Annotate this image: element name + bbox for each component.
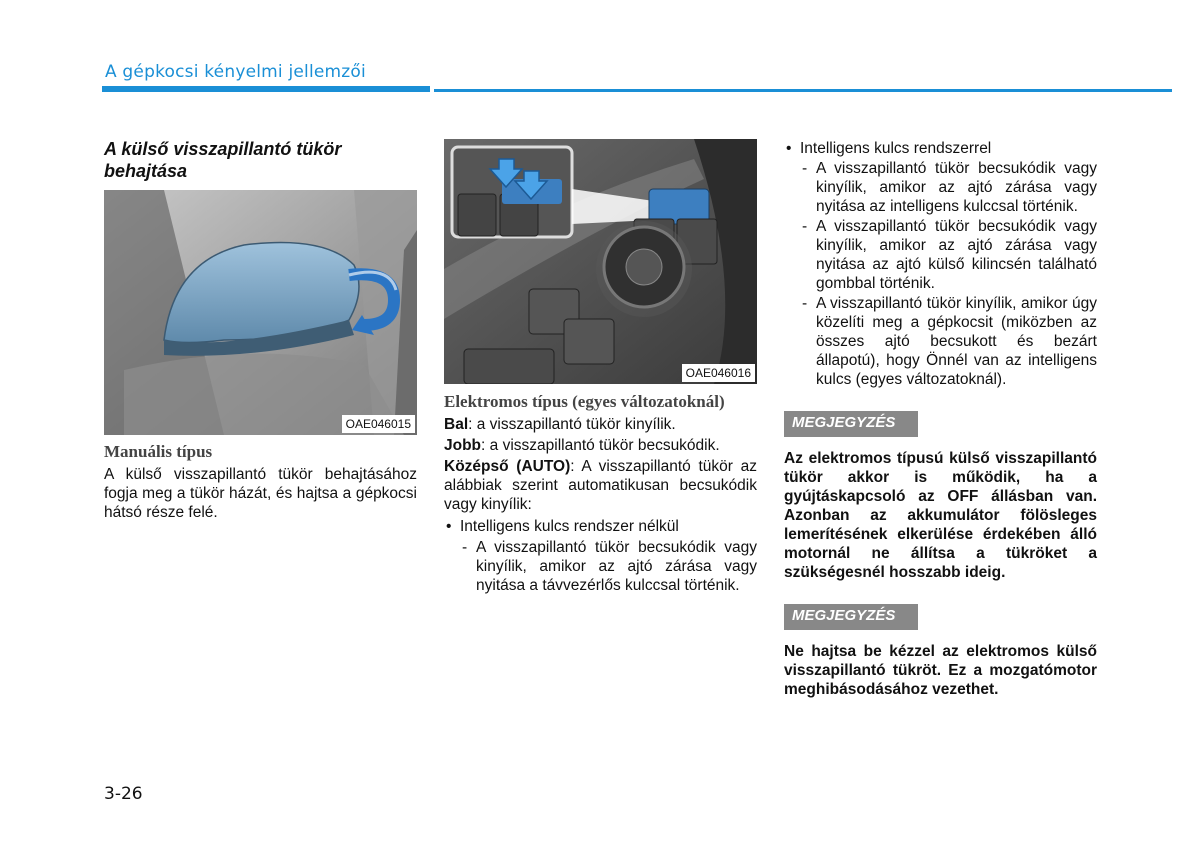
subhead-manual: Manuális típus bbox=[104, 442, 213, 461]
label-kozep: Középső (AUTO) bbox=[444, 458, 571, 475]
switch-illustration bbox=[444, 139, 757, 384]
figure-code: OAE046015 bbox=[342, 415, 415, 433]
subhead-electric: Elektromos típus (egyes változatoknál) bbox=[444, 392, 725, 411]
dash-smartkey-lock: - A visszapillantó tükör becsukódik vagy kinyílik, amikor az ajtó zárása vagy nyitása az intelligens kulccsal történik. bbox=[784, 159, 1097, 216]
note-text-2: Ne hajtsa be kézzel az elektromos külső visszapillantó tükröt. Ez a mozgatómotor meghibásodásához vezethet. bbox=[784, 643, 1097, 698]
figure-code: OAE046016 bbox=[682, 364, 755, 382]
mirror-illustration bbox=[104, 190, 417, 435]
text-jobb: : a visszapillantó tükör becsukódik. bbox=[481, 437, 720, 454]
dash-remote-key: - A visszapillantó tükör becsukódik vagy kinyílik, amikor az ajtó zárása vagy nyitása a távvezérlős kulccsal történik. bbox=[444, 538, 757, 595]
paragraph-manual: A külső visszapillantó tükör behajtásához fogja meg a tükör házát, és hajtsa a gépkocsi hátsó része felé. bbox=[104, 466, 417, 521]
paragraph-jobb bbox=[444, 436, 757, 455]
dash-handle-button: - A visszapillantó tükör becsukódik vagy kinyílik, amikor az ajtó zárása vagy nyitása az ajtó külső kilincsén található gombbal történik. bbox=[784, 217, 1097, 293]
note-tag-1: MEGJEGYZÉS bbox=[784, 411, 918, 437]
header-rule-thin bbox=[434, 89, 1172, 92]
header-rule-thick bbox=[102, 86, 430, 92]
note-text-1: Az elektromos típusú külső visszapillantó tükör akkor is működik, ha a gyújtáskapcsoló az OFF állásban van. Azonban az akkumulátor fölösleges lemerítésének elkerülése érdekében álló motornál ne állítsa a tükröket a szükségesnél hosszabb ideig. bbox=[784, 450, 1097, 581]
page-number: 3-26 bbox=[104, 784, 143, 804]
mirror-fold-figure bbox=[104, 190, 417, 435]
dash-approach: - A visszapillantó tükör kinyílik, amikor úgy közelíti meg a gépkocsit (miközben az összes ajtó becsukott és bezárt állapotú), hogy Önnél van az intelligens kulcs (egyes változatoknál). bbox=[784, 294, 1097, 389]
column-electric bbox=[444, 391, 757, 595]
text-kozep: : A visszapillantó tükör az alábbiak szerint automatikusan becsukódik vagy kinyílik: bbox=[444, 458, 757, 513]
bullet-no-smartkey: • Intelligens kulcs rendszer nélkül bbox=[444, 517, 757, 536]
note-tag-2: MEGJEGYZÉS bbox=[784, 604, 918, 630]
paragraph-kozep bbox=[444, 457, 757, 514]
column-smartkey bbox=[784, 139, 1097, 699]
section-title: A külső visszapillantó tükör behajtása bbox=[104, 139, 342, 181]
bullet-smartkey: • Intelligens kulcs rendszerrel bbox=[784, 139, 1097, 158]
mirror-switch-figure bbox=[444, 139, 757, 384]
label-bal: Bal bbox=[444, 416, 469, 433]
paragraph-bal bbox=[444, 415, 757, 434]
column-manual bbox=[104, 441, 417, 522]
text-bal: : a visszapillantó tükör kinyílik. bbox=[468, 416, 676, 433]
label-jobb: Jobb bbox=[444, 437, 482, 454]
chapter-title: A gépkocsi kényelmi jellemzői bbox=[105, 62, 366, 82]
